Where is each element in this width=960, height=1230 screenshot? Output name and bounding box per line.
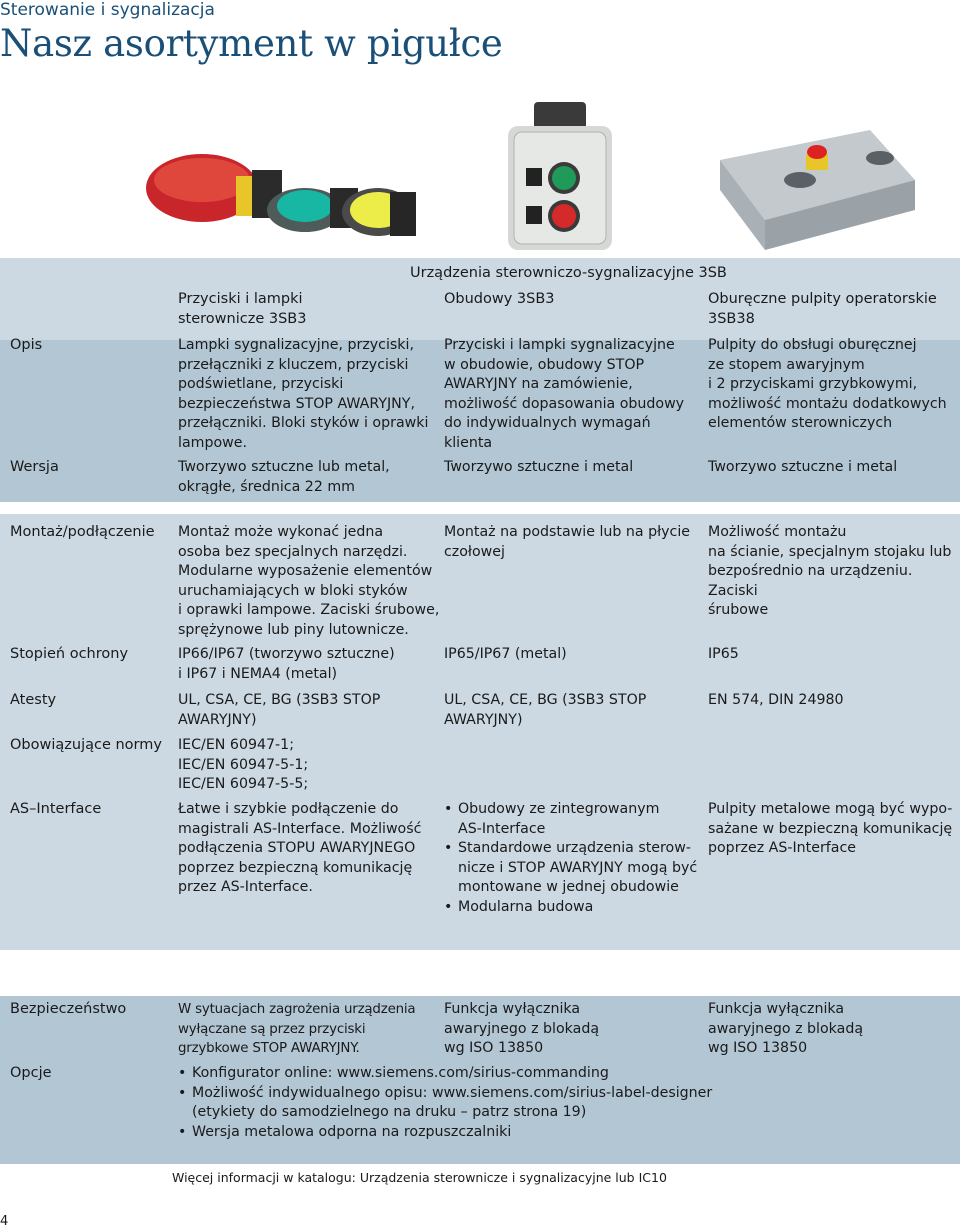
row-label-wersja: Wersja <box>10 459 59 475</box>
bezp-col2: Funkcja wyłącznika awaryjnego z blokadą wg ISO 13850 <box>444 1001 600 1057</box>
row-label-opis: Opis <box>10 337 43 353</box>
row-label-normy: Obowiązujące normy <box>10 737 162 753</box>
column-header-operator-panels: Oburęczne pulpity operatorskie 3SB38 <box>708 291 937 327</box>
opis-col3: Pulpity do obsługi oburęcznej ze stopem awaryjnym i 2 przyciskami grzybkowymi, możliwość montażu dodatkowych elementów sterowniczych <box>708 337 947 432</box>
wersja-col2: Tworzywo sztuczne i metal <box>444 459 634 475</box>
page-title: Nasz asortyment w pigułce <box>0 22 503 65</box>
opis-col2: Przyciski i lampki sygnalizacyjne w obudowie, obudowy STOP AWARYJNY na zamówienie, możliwość dopasowania obudowy do indywidualnych wymagań klienta <box>444 337 685 451</box>
atesty-col2: UL, CSA, CE, BG (3SB3 STOP AWARYJNY) <box>444 692 647 728</box>
wersja-col1: Tworzywo sztuczne lub metal, okrągłe, średnica 22 mm <box>178 459 390 495</box>
row-label-montaz: Montaż/podłączenie <box>10 524 155 540</box>
list-item: • Konfigurator online: www.siemens.com/sirius-commanding <box>192 1064 712 1084</box>
footnote: Więcej informacji w katalogu: Urządzenia sterownicze i sygnalizacyjne lub IC10 <box>172 1170 667 1185</box>
column-header-enclosures: Obudowy 3SB3 <box>444 291 555 307</box>
row-label-opcje: Opcje <box>10 1065 52 1081</box>
montaz-col3: Możliwość montażu na ścianie, specjalnym stojaku lub bezpośrednio na urządzeniu. Zaciski śrubowe <box>708 524 952 619</box>
atesty-col1: UL, CSA, CE, BG (3SB3 STOP AWARYJNY) <box>178 692 381 728</box>
row-label-atesty: Atesty <box>10 692 57 708</box>
operator-panel-image <box>720 120 920 250</box>
opcje-list <box>176 1064 712 1142</box>
stopien-col2: IP65/IP67 (metal) <box>444 646 567 662</box>
push-buttons-image <box>140 140 420 250</box>
list-item: • Obudowy ze zintegrowanym AS-Interface <box>458 800 697 839</box>
row-label-as-interface: AS–Interface <box>10 801 102 817</box>
list-item: • Standardowe urządzenia sterow- nicze i STOP AWARYJNY mogą być montowane w jednej obudowie <box>458 839 697 898</box>
list-item: • Modularna budowa <box>458 898 697 918</box>
row-label-stopien-ochrony: Stopień ochrony <box>10 646 129 662</box>
wersja-col3: Tworzywo sztuczne i metal <box>708 459 898 475</box>
section-label: Sterowanie i sygnalizacja <box>0 0 215 20</box>
enclosure-image <box>500 102 620 252</box>
bezp-col1: W sytuacjach zagrożenia urządzenia wyłączane są przez przyciski grzybkowe STOP AWARYJNY. <box>178 1002 416 1057</box>
atesty-col3: EN 574, DIN 24980 <box>708 692 844 708</box>
asi-col1: Łatwe i szybkie podłączenie do magistrali AS-Interface. Możliwość podłączenia STOPU AWARYJNEGO poprzez bezpieczną komunikację przez AS-Interface. <box>178 801 422 896</box>
asi-col2 <box>442 800 697 918</box>
row-label-bezpieczenstwo: Bezpieczeństwo <box>10 1001 127 1017</box>
stopien-col1: IP66/IP67 (tworzywo sztuczne) i IP67 i NEMA4 (metal) <box>178 646 395 682</box>
stopien-col3: IP65 <box>708 646 739 662</box>
list-item: • Wersja metalowa odporna na rozpuszczalniki <box>192 1123 712 1143</box>
opis-col1: Lampki sygnalizacyjne, przyciski, przełączniki z kluczem, przyciski podświetlane, przyciski bezpieczeństwa STOP AWARYJNY, przełączniki. Bloki styków i oprawki lampowe. <box>178 337 429 451</box>
page-number: 4 <box>0 1214 9 1229</box>
list-item: • Możliwość indywidualnego opisu: www.siemens.com/sirius-label-designer (etykiety do samodzielnego na druku – patrz strona 19) <box>192 1084 712 1123</box>
asi-col3: Pulpity metalowe mogą być wypo- sażane w bezpieczną komunikację poprzez AS-Interface <box>708 801 953 857</box>
group-header: Urządzenia sterowniczo-sygnalizacyjne 3SB <box>410 265 727 281</box>
bezp-col3: Funkcja wyłącznika awaryjnego z blokadą wg ISO 13850 <box>708 1001 864 1057</box>
column-header-push-buttons: Przyciski i lampki sterownicze 3SB3 <box>178 291 307 327</box>
normy-col1: IEC/EN 60947-1; IEC/EN 60947-5-1; IEC/EN 60947-5-5; <box>178 737 309 793</box>
montaz-col2: Montaż na podstawie lub na płycie czołowej <box>444 524 690 560</box>
montaz-col1: Montaż może wykonać jedna osoba bez specjalnych narzędzi. Modularne wyposażenie elementów uruchamiających w bloki styków i oprawki lampowe. Zaciski śrubowe, sprężynowe lub piny lutownicze. <box>178 524 440 638</box>
